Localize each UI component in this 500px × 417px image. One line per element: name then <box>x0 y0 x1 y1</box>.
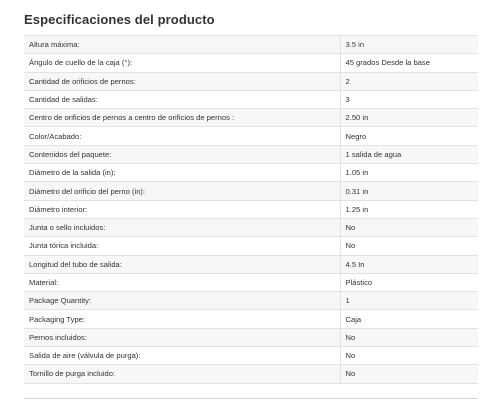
spec-label: Packaging Type: <box>24 310 340 328</box>
spec-value: No <box>340 347 478 365</box>
spec-row <box>24 273 478 291</box>
spec-value: 1 salida de agua <box>340 145 478 163</box>
spec-row <box>24 365 478 383</box>
spec-row <box>24 72 478 90</box>
spec-row <box>24 54 478 72</box>
spec-row <box>24 36 478 54</box>
spec-row <box>24 145 478 163</box>
spec-label: Diámetro de la salida (in): <box>24 164 340 182</box>
spec-row <box>24 164 478 182</box>
spec-row <box>24 182 478 200</box>
spec-label: Junta tórica incluida: <box>24 237 340 255</box>
spec-label: Salida de aire (válvula de purga): <box>24 347 340 365</box>
spec-row <box>24 109 478 127</box>
spec-row <box>24 90 478 108</box>
spec-value: 0.31 in <box>340 182 478 200</box>
spec-value: 45 grados Desde la base <box>340 54 478 72</box>
spec-row <box>24 127 478 145</box>
spec-row <box>24 200 478 218</box>
spec-value: No <box>340 365 478 383</box>
spec-value: Plástico <box>340 273 478 291</box>
spec-value: 1.25 in <box>340 200 478 218</box>
spec-row <box>24 310 478 328</box>
specifications-table-body <box>24 36 478 384</box>
spec-value: 2 <box>340 72 478 90</box>
spec-label: Altura máxima: <box>24 36 340 54</box>
spec-value: No <box>340 328 478 346</box>
spec-value: 3.5 in <box>340 36 478 54</box>
spec-row <box>24 255 478 273</box>
spec-value: 1.05 in <box>340 164 478 182</box>
spec-row <box>24 218 478 236</box>
spec-label: Pernos incluidos: <box>24 328 340 346</box>
spec-label: Package Quantity: <box>24 292 340 310</box>
spec-label: Color/Acabado: <box>24 127 340 145</box>
spec-value: 3 <box>340 90 478 108</box>
spec-label: Longitud del tubo de salida: <box>24 255 340 273</box>
spec-label: Diámetro del orificio del perno (in): <box>24 182 340 200</box>
spec-value: Negro <box>340 127 478 145</box>
spec-label: Contenidos del paquete: <box>24 145 340 163</box>
spec-label: Diámetro interior: <box>24 200 340 218</box>
section-title: Especificaciones del producto <box>24 12 215 27</box>
spec-label: Ángulo de cuello de la caja (°): <box>24 54 340 72</box>
section-divider <box>24 398 478 399</box>
specifications-table <box>24 35 478 384</box>
spec-value: 2.50 in <box>340 109 478 127</box>
spec-value: Caja <box>340 310 478 328</box>
spec-row <box>24 292 478 310</box>
spec-value: No <box>340 218 478 236</box>
spec-label: Junta o sello incluidos: <box>24 218 340 236</box>
spec-label: Cantidad de orificios de pernos: <box>24 72 340 90</box>
spec-label: Cantidad de salidas: <box>24 90 340 108</box>
spec-label: Centro de orificios de pernos a centro de orificios de pernos : <box>24 109 340 127</box>
spec-row <box>24 347 478 365</box>
spec-label: Tornillo de purga incluido: <box>24 365 340 383</box>
spec-value: 4.5 In <box>340 255 478 273</box>
spec-row <box>24 237 478 255</box>
spec-row <box>24 328 478 346</box>
spec-value: No <box>340 237 478 255</box>
spec-label: Material: <box>24 273 340 291</box>
spec-value: 1 <box>340 292 478 310</box>
